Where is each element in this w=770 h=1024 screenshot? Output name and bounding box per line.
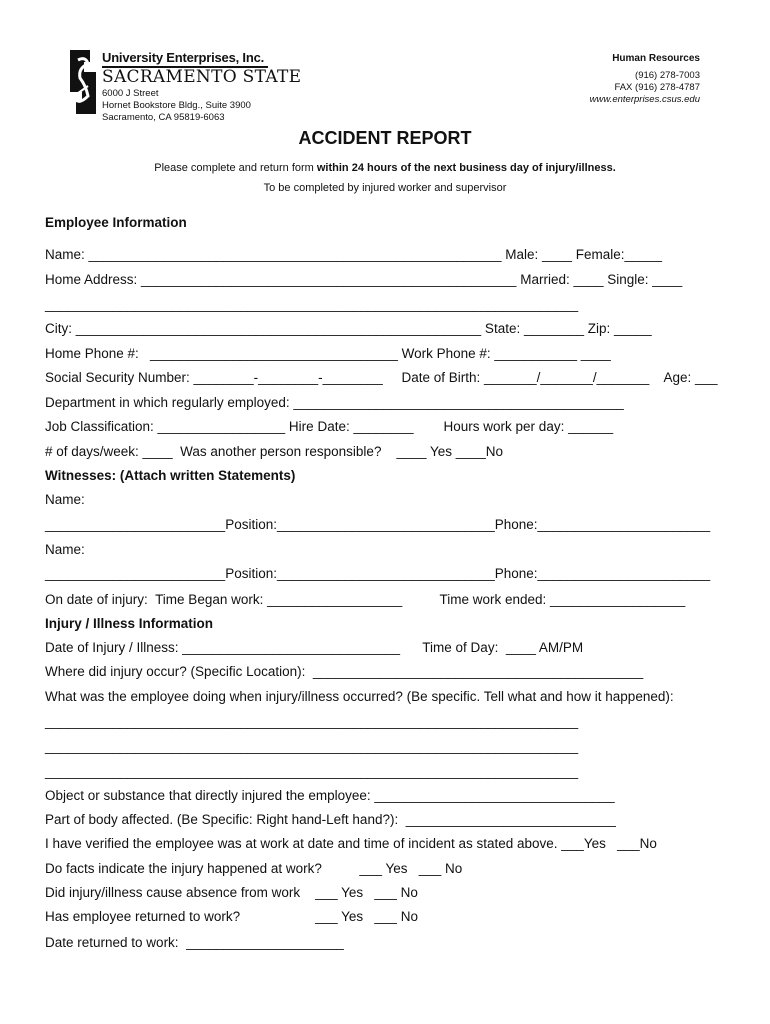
activity-description-label: What was the employee doing when injury/illness occurred? (Be specific. Tell what and how it happened): [45,689,674,704]
object-substance-field[interactable]: Object or substance that directly injured the employee: ________________________________ [45,788,615,803]
home-address-field[interactable]: Home Address: __________________________________________________ Married: ____ Single: ____ [45,272,683,287]
witness-1-details-field[interactable]: ________________________Position:_____________________________Phone:_______________________ [45,517,711,532]
date-of-injury-time-field[interactable]: On date of injury: Time Began work: __________________ Time work ended: __________________ [45,592,686,607]
activity-description-line-2[interactable]: _______________________________________________________________________ [45,739,579,754]
address-continued-field[interactable]: _______________________________________________________________________ [45,297,579,312]
job-classification-field[interactable]: Job Classification: _________________ Hire Date: ________ Hours work per day: ______ [45,419,614,434]
ssn-field[interactable]: Social Security Number: ________-________-________ Date of Birth: _______/_______/_______ Age: ___ [45,370,718,385]
verified-at-work-field[interactable]: I have verified the employee was at work at date and time of incident as stated above. ___Yes ___No [45,836,657,851]
section-injury-information: Injury / Illness Information [45,616,214,631]
instructions-deadline: within 24 hours of the next business day of injury/illness. [316,162,616,174]
name-field[interactable]: Name: _______________________________________________________ Male: ____ Female:_____ [45,247,663,262]
activity-description-line-1[interactable]: _______________________________________________________________________ [45,714,579,729]
city-field[interactable]: City: ______________________________________________________ State: ________ Zip: _____ [45,321,652,336]
dept-fax: FAX (916) 278-4787 [614,82,700,93]
org-school: SACRAMENTO STATE [102,67,302,87]
section-employee-information: Employee Information [45,215,187,230]
phone-field[interactable]: Home Phone #: _________________________________ Work Phone #: ___________ ____ [45,346,611,361]
org-address-line: Hornet Bookstore Bldg., Suite 3900 [102,100,251,111]
dept-website: www.enterprises.csus.edu [589,94,700,105]
department-field[interactable]: Department in which regularly employed: ____________________________________________ [45,395,624,410]
page-title: ACCIDENT REPORT [298,128,472,148]
happened-at-work-field[interactable]: Do facts indicate the injury happened at work? ___ Yes ___ No [45,861,463,876]
body-part-field[interactable]: Part of body affected. (Be Specific: Right hand-Left hand?): ____________________________ [45,812,616,827]
witness-2-name-label: Name: [45,542,85,557]
date-returned-field[interactable]: Date returned to work: _____________________ [45,935,344,950]
instructions-line [0,162,770,174]
days-per-week-field[interactable]: # of days/week: ____ Was another person responsible? ____ Yes ____No [45,444,504,459]
org-name: University Enterprises, Inc. [102,50,265,65]
org-address-line: 6000 J Street [102,88,159,99]
date-of-illness-field[interactable]: Date of Injury / Illness: _____________________________ Time of Day: ____ AM/PM [45,640,584,655]
dept-phone: (916) 278-7003 [635,70,700,81]
witness-2-details-field[interactable]: ________________________Position:_____________________________Phone:_______________________ [45,566,711,581]
sac-state-logo-icon [66,46,100,118]
witness-1-name-label: Name: [45,492,85,507]
dept-title: Human Resources [612,53,700,64]
returned-to-work-field[interactable]: Has employee returned to work? ___ Yes ___ No [45,909,418,924]
injury-location-field[interactable]: Where did injury occur? (Specific Location): ____________________________________________ [45,664,644,679]
instructions-text: Please complete and return form [154,162,317,174]
activity-description-line-3[interactable]: _______________________________________________________________________ [45,764,579,779]
instructions-subline: To be completed by injured worker and supervisor [263,182,507,194]
org-address-line: Sacramento, CA 95819-6063 [102,112,225,123]
section-witnesses: Witnesses: (Attach written Statements) [45,468,296,483]
absence-from-work-field[interactable]: Did injury/illness cause absence from work ___ Yes ___ No [45,885,418,900]
